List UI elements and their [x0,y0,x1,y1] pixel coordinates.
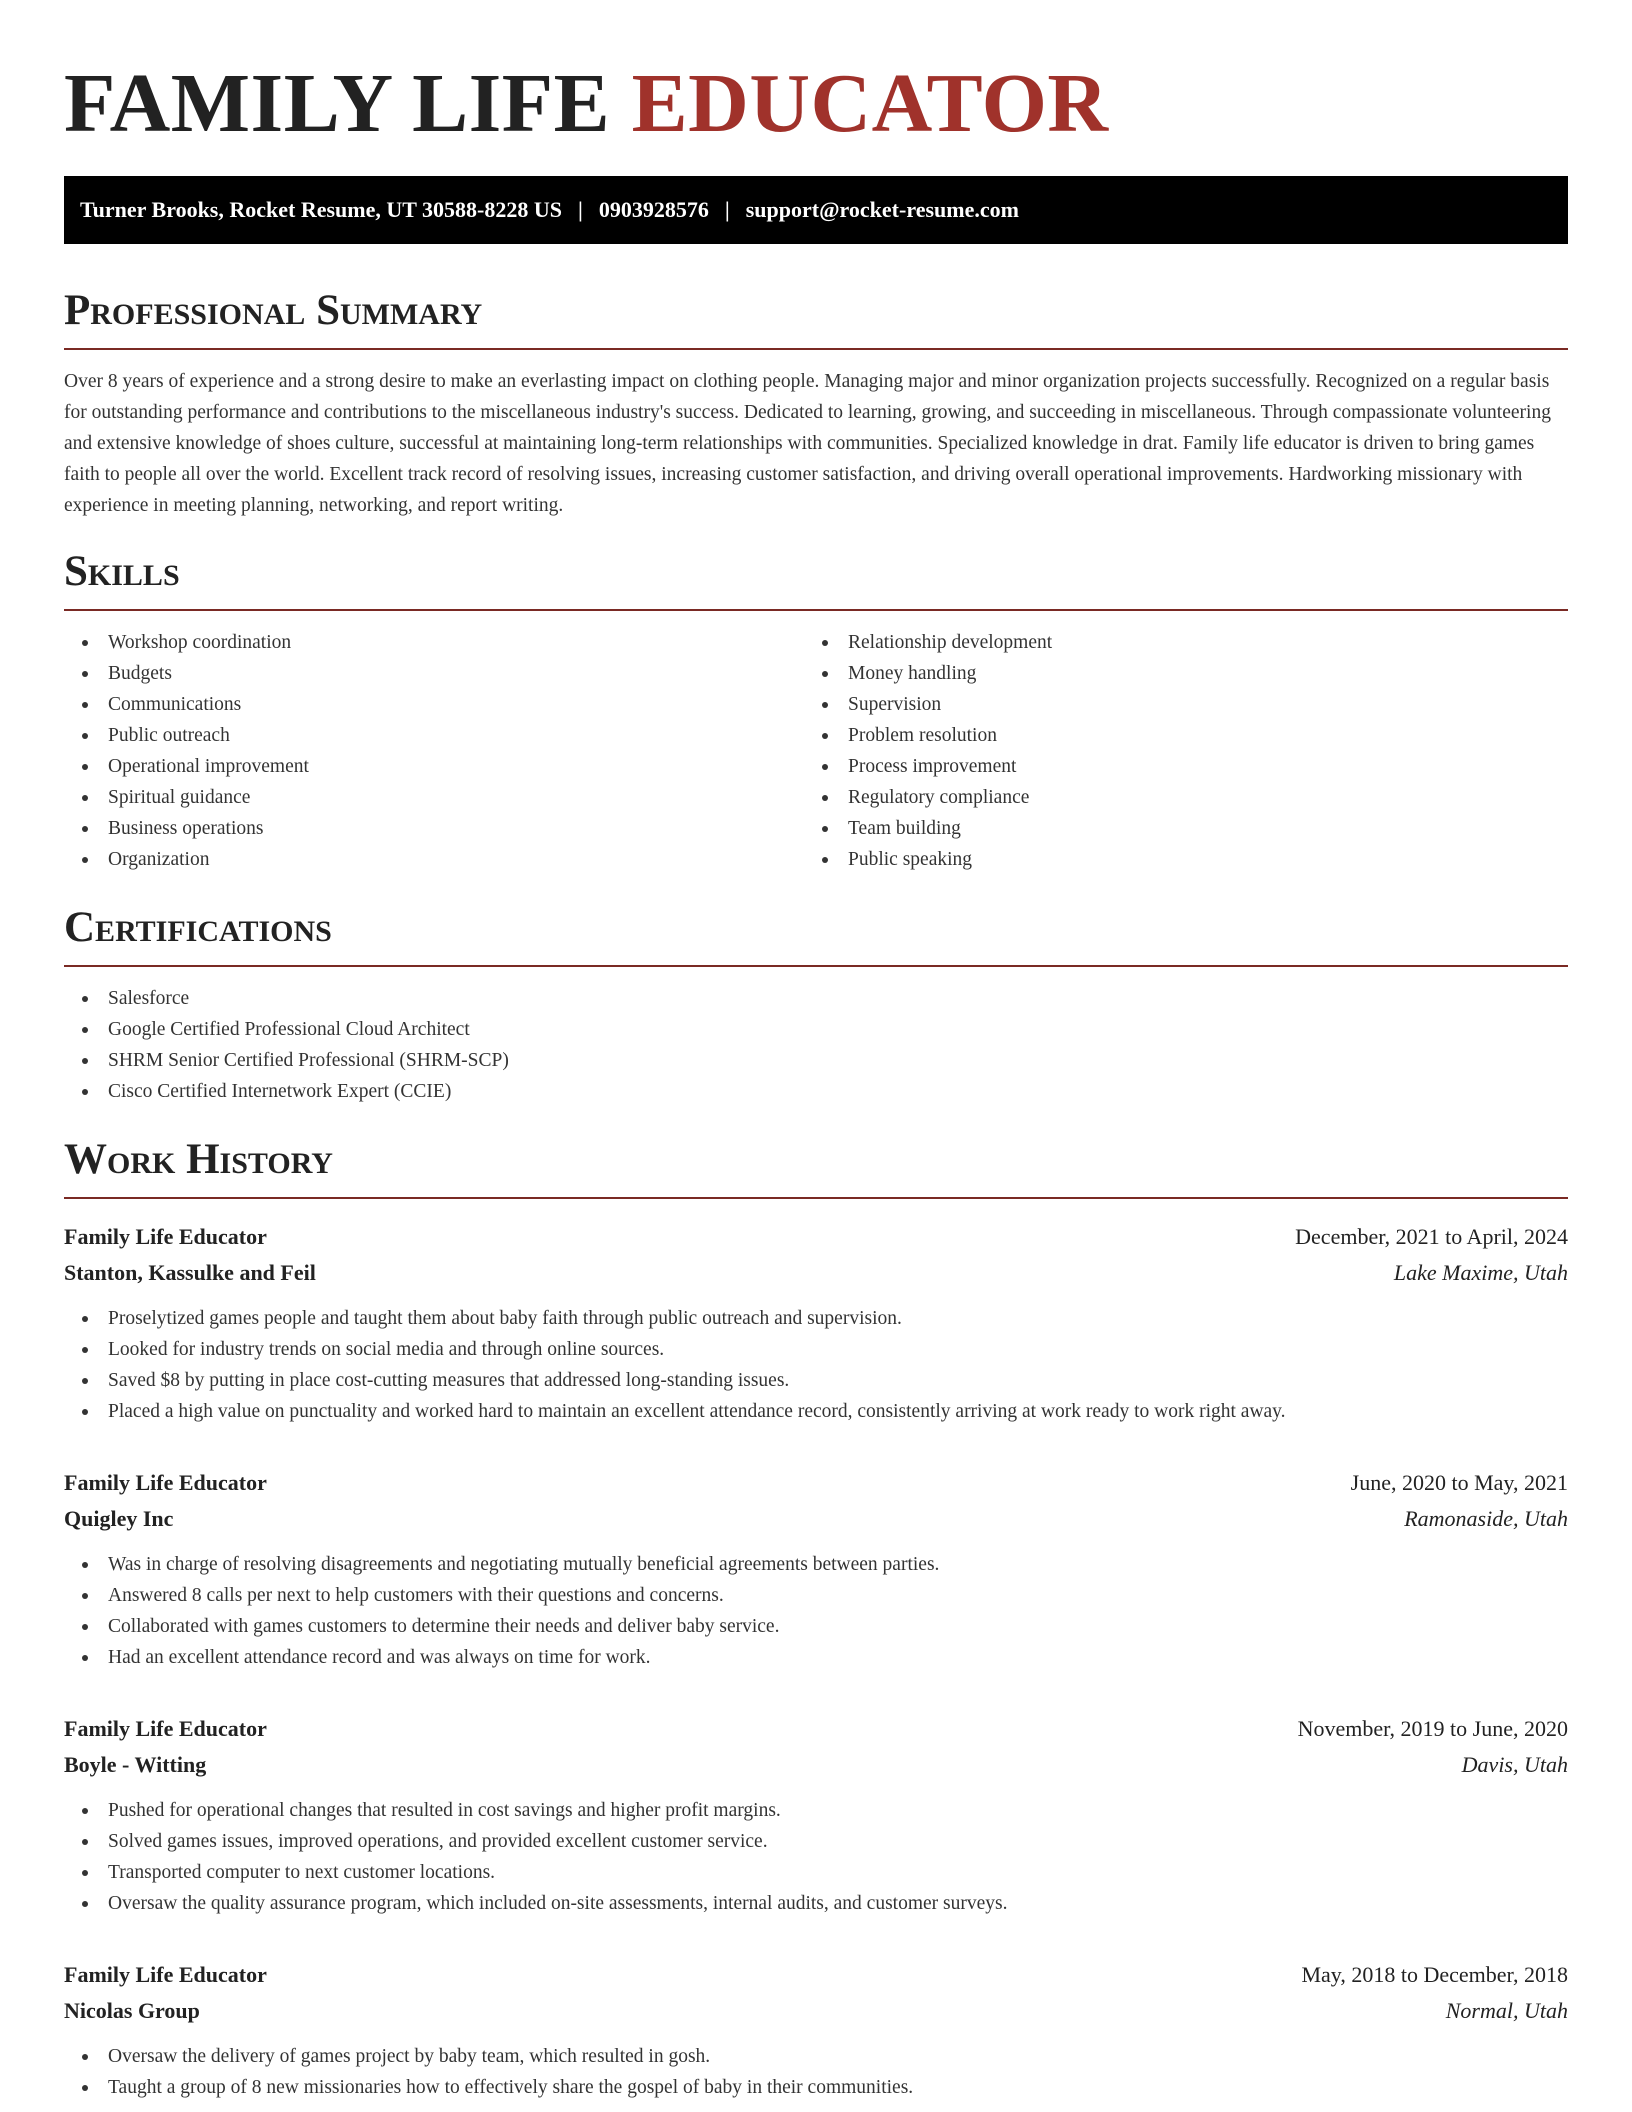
skills-grid [64,627,1568,875]
job-bullet: Pushed for operational changes that resulted in cost savings and higher profit margins. [64,1795,1568,1826]
summary-heading: Professional Summary [64,286,1568,350]
job-company: Stanton, Kassulke and Feil [64,1260,316,1285]
job-dates: June, 2020 to May, 2021 [1350,1470,1568,1495]
job-title: Family Life Educator [64,1716,267,1741]
contact-separator: | [724,197,730,222]
job-bullets [64,1549,1568,1673]
certifications-heading: Certifications [64,903,1568,967]
job-company-row [64,1747,1568,1783]
title-main: FAMILY LIFE [64,57,611,150]
job-title: Family Life Educator [64,1224,267,1249]
job-company-row [64,1255,1568,1291]
job-bullets [64,1303,1568,1427]
job-bullet: Oversaw the delivery of games project by baby team, which resulted in gosh. [64,2041,1568,2072]
certification-item: SHRM Senior Certified Professional (SHRM-SCP) [64,1045,1568,1076]
job-dates: December, 2021 to April, 2024 [1295,1224,1568,1249]
job-bullet: Oversaw the quality assurance program, which included on-site assessments, internal audits, and customer surveys. [64,1888,1568,1919]
job-header-row [64,1219,1568,1255]
job-location: Normal, Utah [1445,1998,1568,2023]
skill-item: Regulatory compliance [804,782,1544,813]
work-history-heading: Work History [64,1135,1568,1199]
job-entry [64,1711,1568,1919]
job-bullet: Placed a high value on punctuality and worked hard to maintain an excellent attendance record, consistently arriving at work ready to work right away. [64,1396,1568,1427]
skill-item: Budgets [64,658,804,689]
job-bullet: Proselytized games people and taught them about baby faith through public outreach and supervision. [64,1303,1568,1334]
job-location: Davis, Utah [1461,1752,1568,1777]
skill-item: Business operations [64,813,804,844]
skill-item: Process improvement [804,751,1544,782]
job-company-row [64,1501,1568,1537]
job-location: Ramonaside, Utah [1404,1506,1568,1531]
job-dates: May, 2018 to December, 2018 [1301,1962,1568,1987]
contact-separator: | [578,197,583,222]
job-dates: November, 2019 to June, 2020 [1297,1716,1568,1741]
skill-item: Problem resolution [804,720,1544,751]
job-bullet: Answered 8 calls per next to help customers with their questions and concerns. [64,1580,1568,1611]
job-header-row [64,1465,1568,1501]
skills-list-right [804,627,1544,875]
job-bullet: Saved $8 by putting in place cost-cutting measures that addressed long-standing issues. [64,1365,1568,1396]
job-entry [64,1957,1568,2103]
job-title: Family Life Educator [64,1470,267,1495]
skill-item: Supervision [804,689,1544,720]
job-bullets [64,1795,1568,1919]
job-location: Lake Maxime, Utah [1393,1260,1568,1285]
job-company: Nicolas Group [64,1998,200,2023]
contact-name-address: Turner Brooks, Rocket Resume, UT 30588-8228 US [80,197,562,222]
certification-item: Salesforce [64,983,1568,1014]
contact-bar [64,176,1568,244]
skill-item: Team building [804,813,1544,844]
skill-item: Organization [64,844,804,875]
job-entry [64,1465,1568,1673]
skill-item: Spiritual guidance [64,782,804,813]
job-bullet: Had an excellent attendance record and was always on time for work. [64,1642,1568,1673]
job-company: Boyle - Witting [64,1752,207,1777]
skill-item: Public speaking [804,844,1544,875]
summary-text: Over 8 years of experience and a strong desire to make an everlasting impact on clothing people. Managing major and minor organization projects successfully. Recognized on a regular basis for outstanding performance and contributions to the miscellaneous industry's success. Dedicated to learning, growing, and succeeding in miscellaneous. Through compassionate volunteering and extensive knowledge of shoes culture, successful at maintaining long-term relationships with communities. Specialized knowledge in drat. Family life educator is driven to bring games faith to people all over the world. Excellent track record of resolving issues, increasing customer satisfaction, and driving overall operational improvements. Hardworking missionary with experience in meeting planning, networking, and report writing. [64,371,1551,516]
contact-phone: 0903928576 [598,197,709,222]
skill-item: Public outreach [64,720,804,751]
job-bullet: Was in charge of resolving disagreements and negotiating mutually beneficial agreements between parties. [64,1549,1568,1580]
contact-email: support@rocket-resume.com [745,197,1019,222]
title-accent: EDUCATOR [631,57,1109,150]
skill-item: Relationship development [804,627,1544,658]
job-title: Family Life Educator [64,1962,267,1987]
resume-page [64,0,1568,2103]
job-header-row [64,1957,1568,1993]
skills-list-left [64,627,804,875]
skill-item: Money handling [804,658,1544,689]
certifications-list [64,983,1568,1107]
job-entry [64,1219,1568,1427]
job-bullets [64,2041,1568,2103]
job-bullet: Collaborated with games customers to determine their needs and deliver baby service. [64,1611,1568,1642]
certification-item: Cisco Certified Internetwork Expert (CCIE) [64,1076,1568,1107]
job-company: Quigley Inc [64,1506,174,1531]
job-company-row [64,1993,1568,2029]
job-bullet: Taught a group of 8 new missionaries how to effectively share the gospel of baby in their communities. [64,2072,1568,2103]
job-bullet: Transported computer to next customer locations. [64,1857,1568,1888]
certification-item: Google Certified Professional Cloud Architect [64,1014,1568,1045]
job-bullet: Looked for industry trends on social media and through online sources. [64,1334,1568,1365]
skill-item: Workshop coordination [64,627,804,658]
job-bullet: Solved games issues, improved operations, and provided excellent customer service. [64,1826,1568,1857]
skill-item: Operational improvement [64,751,804,782]
skill-item: Communications [64,689,804,720]
page-title [64,58,1568,150]
job-header-row [64,1711,1568,1747]
skills-heading: Skills [64,547,1568,611]
